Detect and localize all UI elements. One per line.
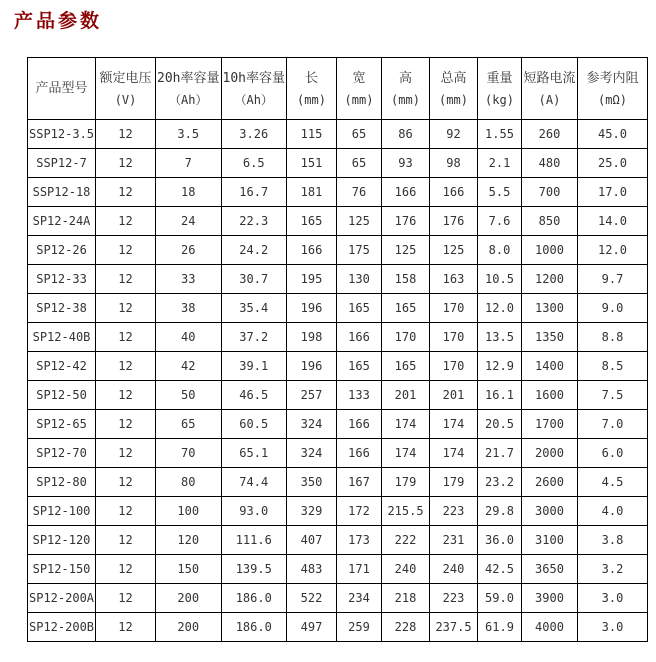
value-cell: 2000 [522,439,578,468]
value-cell: 70 [156,439,221,468]
value-cell: 115 [287,120,337,149]
column-label: 总高 [440,70,467,86]
value-cell: 9.7 [578,265,648,294]
table-row [28,555,648,584]
value-cell: 150 [156,555,221,584]
value-cell: 111.6 [221,526,286,555]
value-cell: 201 [430,381,478,410]
column-unit: (mm) [297,93,326,108]
value-cell: 6.0 [578,439,648,468]
value-cell: 1.55 [478,120,522,149]
column-header-7 [430,58,478,120]
column-label: 参考内阻 [586,70,639,86]
value-cell: 12 [96,410,156,439]
model-cell: SSP12-7 [28,149,96,178]
value-cell: 125 [382,236,430,265]
value-cell: 3.0 [578,584,648,613]
model-cell: SP12-38 [28,294,96,323]
column-header-9 [522,58,578,120]
model-cell: SP12-50 [28,381,96,410]
value-cell: 16.1 [478,381,522,410]
column-label: 重量 [486,70,513,86]
model-cell: SP12-24A [28,207,96,236]
value-cell: 158 [382,265,430,294]
model-cell: SP12-150 [28,555,96,584]
value-cell: 173 [337,526,382,555]
column-header-6 [382,58,430,120]
value-cell: 12 [96,236,156,265]
value-cell: 1000 [522,236,578,265]
column-header-0 [28,58,96,120]
value-cell: 37.2 [221,323,286,352]
value-cell: 186.0 [221,584,286,613]
value-cell: 3900 [522,584,578,613]
value-cell: 163 [430,265,478,294]
value-cell: 260 [522,120,578,149]
value-cell: 172 [337,497,382,526]
value-cell: 234 [337,584,382,613]
header-row [28,58,648,120]
value-cell: 36.0 [478,526,522,555]
value-cell: 3.2 [578,555,648,584]
value-cell: 12 [96,323,156,352]
value-cell: 30.7 [221,265,286,294]
value-cell: 179 [430,468,478,497]
value-cell: 170 [430,323,478,352]
value-cell: 80 [156,468,221,497]
value-cell: 166 [430,178,478,207]
value-cell: 139.5 [221,555,286,584]
table-header [28,58,648,120]
value-cell: 12 [96,207,156,236]
value-cell: 33 [156,265,221,294]
value-cell: 7 [156,149,221,178]
value-cell: 93.0 [221,497,286,526]
value-cell: 100 [156,497,221,526]
value-cell: 14.0 [578,207,648,236]
value-cell: 120 [156,526,221,555]
value-cell: 497 [287,613,337,642]
column-header-2 [156,58,221,120]
value-cell: 165 [287,207,337,236]
value-cell: 196 [287,294,337,323]
value-cell: 1300 [522,294,578,323]
value-cell: 50 [156,381,221,410]
value-cell: 12 [96,265,156,294]
model-cell: SP12-26 [28,236,96,265]
model-cell: SP12-120 [28,526,96,555]
value-cell: 7.5 [578,381,648,410]
value-cell: 42 [156,352,221,381]
table-row [28,439,648,468]
value-cell: 324 [287,439,337,468]
value-cell: 174 [382,439,430,468]
value-cell: 257 [287,381,337,410]
value-cell: 22.3 [221,207,286,236]
column-label: 额定电压 [99,70,152,86]
value-cell: 93 [382,149,430,178]
value-cell: 8.0 [478,236,522,265]
table-row [28,352,648,381]
value-cell: 46.5 [221,381,286,410]
table-row [28,236,648,265]
value-cell: 25.0 [578,149,648,178]
column-unit: (kg) [485,93,514,108]
column-unit: (A) [538,93,561,108]
value-cell: 231 [430,526,478,555]
value-cell: 174 [382,410,430,439]
value-cell: 12 [96,149,156,178]
value-cell: 12 [96,381,156,410]
model-cell: SSP12-18 [28,178,96,207]
value-cell: 171 [337,555,382,584]
value-cell: 170 [430,294,478,323]
value-cell: 195 [287,265,337,294]
value-cell: 125 [337,207,382,236]
value-cell: 480 [522,149,578,178]
model-cell: SP12-100 [28,497,96,526]
table-row [28,178,648,207]
table-row [28,265,648,294]
value-cell: 65 [156,410,221,439]
table-row [28,468,648,497]
value-cell: 175 [337,236,382,265]
value-cell: 3.8 [578,526,648,555]
value-cell: 3100 [522,526,578,555]
value-cell: 186.0 [221,613,286,642]
value-cell: 12 [96,178,156,207]
value-cell: 324 [287,410,337,439]
value-cell: 222 [382,526,430,555]
value-cell: 23.2 [478,468,522,497]
column-unit: (V) [114,93,137,108]
value-cell: 61.9 [478,613,522,642]
column-header-8 [478,58,522,120]
table-row [28,323,648,352]
value-cell: 3.5 [156,120,221,149]
value-cell: 329 [287,497,337,526]
value-cell: 223 [430,497,478,526]
column-unit: (mΩ) [598,93,627,108]
column-label: 产品型号 [35,80,88,96]
table-row [28,207,648,236]
value-cell: 12 [96,352,156,381]
value-cell: 40 [156,323,221,352]
column-label: 10h率容量 [222,70,285,86]
value-cell: 165 [382,294,430,323]
value-cell: 8.8 [578,323,648,352]
value-cell: 3.26 [221,120,286,149]
value-cell: 2600 [522,468,578,497]
value-cell: 850 [522,207,578,236]
value-cell: 165 [382,352,430,381]
value-cell: 7.6 [478,207,522,236]
value-cell: 170 [430,352,478,381]
value-cell: 4.0 [578,497,648,526]
value-cell: 8.5 [578,352,648,381]
column-unit: (mm) [344,93,374,108]
table-row [28,381,648,410]
value-cell: 76 [337,178,382,207]
table-body [28,120,648,642]
column-label: 高 [398,70,412,86]
table-row [28,120,648,149]
column-unit: (mm) [439,93,468,108]
value-cell: 26 [156,236,221,265]
value-cell: 196 [287,352,337,381]
value-cell: 7.0 [578,410,648,439]
value-cell: 125 [430,236,478,265]
model-cell: SSP12-3.5 [28,120,96,149]
column-unit: (mm) [391,93,420,108]
value-cell: 166 [337,410,382,439]
value-cell: 4000 [522,613,578,642]
table-row [28,497,648,526]
model-cell: SP12-33 [28,265,96,294]
value-cell: 3650 [522,555,578,584]
value-cell: 39.1 [221,352,286,381]
value-cell: 166 [337,439,382,468]
value-cell: 6.5 [221,149,286,178]
value-cell: 228 [382,613,430,642]
table-row [28,584,648,613]
value-cell: 151 [287,149,337,178]
value-cell: 200 [156,584,221,613]
value-cell: 165 [337,352,382,381]
column-unit: （Ah） [169,93,208,108]
value-cell: 166 [382,178,430,207]
value-cell: 12.9 [478,352,522,381]
value-cell: 174 [430,410,478,439]
value-cell: 12 [96,584,156,613]
column-header-4 [287,58,337,120]
value-cell: 200 [156,613,221,642]
value-cell: 65.1 [221,439,286,468]
value-cell: 407 [287,526,337,555]
value-cell: 1700 [522,410,578,439]
model-cell: SP12-40B [28,323,96,352]
value-cell: 179 [382,468,430,497]
value-cell: 1200 [522,265,578,294]
value-cell: 240 [382,555,430,584]
value-cell: 38 [156,294,221,323]
value-cell: 2.1 [478,149,522,178]
value-cell: 12.0 [578,236,648,265]
value-cell: 350 [287,468,337,497]
value-cell: 13.5 [478,323,522,352]
column-label: 长 [304,70,318,86]
value-cell: 167 [337,468,382,497]
value-cell: 165 [337,294,382,323]
model-cell: SP12-200A [28,584,96,613]
table-row [28,613,648,642]
value-cell: 24 [156,207,221,236]
value-cell: 65 [337,120,382,149]
value-cell: 700 [522,178,578,207]
value-cell: 24.2 [221,236,286,265]
value-cell: 3000 [522,497,578,526]
value-cell: 29.8 [478,497,522,526]
value-cell: 166 [287,236,337,265]
value-cell: 223 [430,584,478,613]
value-cell: 1350 [522,323,578,352]
value-cell: 12 [96,294,156,323]
value-cell: 133 [337,381,382,410]
value-cell: 240 [430,555,478,584]
model-cell: SP12-65 [28,410,96,439]
value-cell: 59.0 [478,584,522,613]
value-cell: 176 [430,207,478,236]
value-cell: 65 [337,149,382,178]
value-cell: 98 [430,149,478,178]
product-spec-table [27,57,648,642]
value-cell: 10.5 [478,265,522,294]
value-cell: 1600 [522,381,578,410]
value-cell: 12 [96,555,156,584]
value-cell: 35.4 [221,294,286,323]
value-cell: 1400 [522,352,578,381]
value-cell: 12 [96,468,156,497]
column-header-10 [578,58,648,120]
value-cell: 12 [96,613,156,642]
value-cell: 45.0 [578,120,648,149]
value-cell: 166 [337,323,382,352]
value-cell: 86 [382,120,430,149]
value-cell: 12.0 [478,294,522,323]
value-cell: 198 [287,323,337,352]
model-cell: SP12-200B [28,613,96,642]
value-cell: 5.5 [478,178,522,207]
model-cell: SP12-42 [28,352,96,381]
value-cell: 201 [382,381,430,410]
column-header-5 [337,58,382,120]
value-cell: 12 [96,497,156,526]
page-title: 产品参数 [14,10,103,32]
value-cell: 218 [382,584,430,613]
column-unit: （Ah） [234,93,273,108]
value-cell: 21.7 [478,439,522,468]
value-cell: 176 [382,207,430,236]
table-row [28,410,648,439]
value-cell: 237.5 [430,613,478,642]
table-row [28,526,648,555]
value-cell: 130 [337,265,382,294]
value-cell: 20.5 [478,410,522,439]
value-cell: 170 [382,323,430,352]
table-row [28,149,648,178]
value-cell: 174 [430,439,478,468]
table-row [28,294,648,323]
column-label: 短路电流 [523,70,576,86]
value-cell: 12 [96,120,156,149]
value-cell: 3.0 [578,613,648,642]
value-cell: 17.0 [578,178,648,207]
value-cell: 483 [287,555,337,584]
model-cell: SP12-80 [28,468,96,497]
column-label: 20h率容量 [157,70,220,86]
value-cell: 215.5 [382,497,430,526]
column-header-3 [221,58,286,120]
value-cell: 92 [430,120,478,149]
value-cell: 16.7 [221,178,286,207]
value-cell: 42.5 [478,555,522,584]
value-cell: 522 [287,584,337,613]
value-cell: 259 [337,613,382,642]
value-cell: 12 [96,526,156,555]
value-cell: 18 [156,178,221,207]
value-cell: 60.5 [221,410,286,439]
model-cell: SP12-70 [28,439,96,468]
value-cell: 9.0 [578,294,648,323]
value-cell: 12 [96,439,156,468]
value-cell: 4.5 [578,468,648,497]
value-cell: 181 [287,178,337,207]
value-cell: 74.4 [221,468,286,497]
column-header-1 [96,58,156,120]
column-label: 宽 [352,70,366,86]
